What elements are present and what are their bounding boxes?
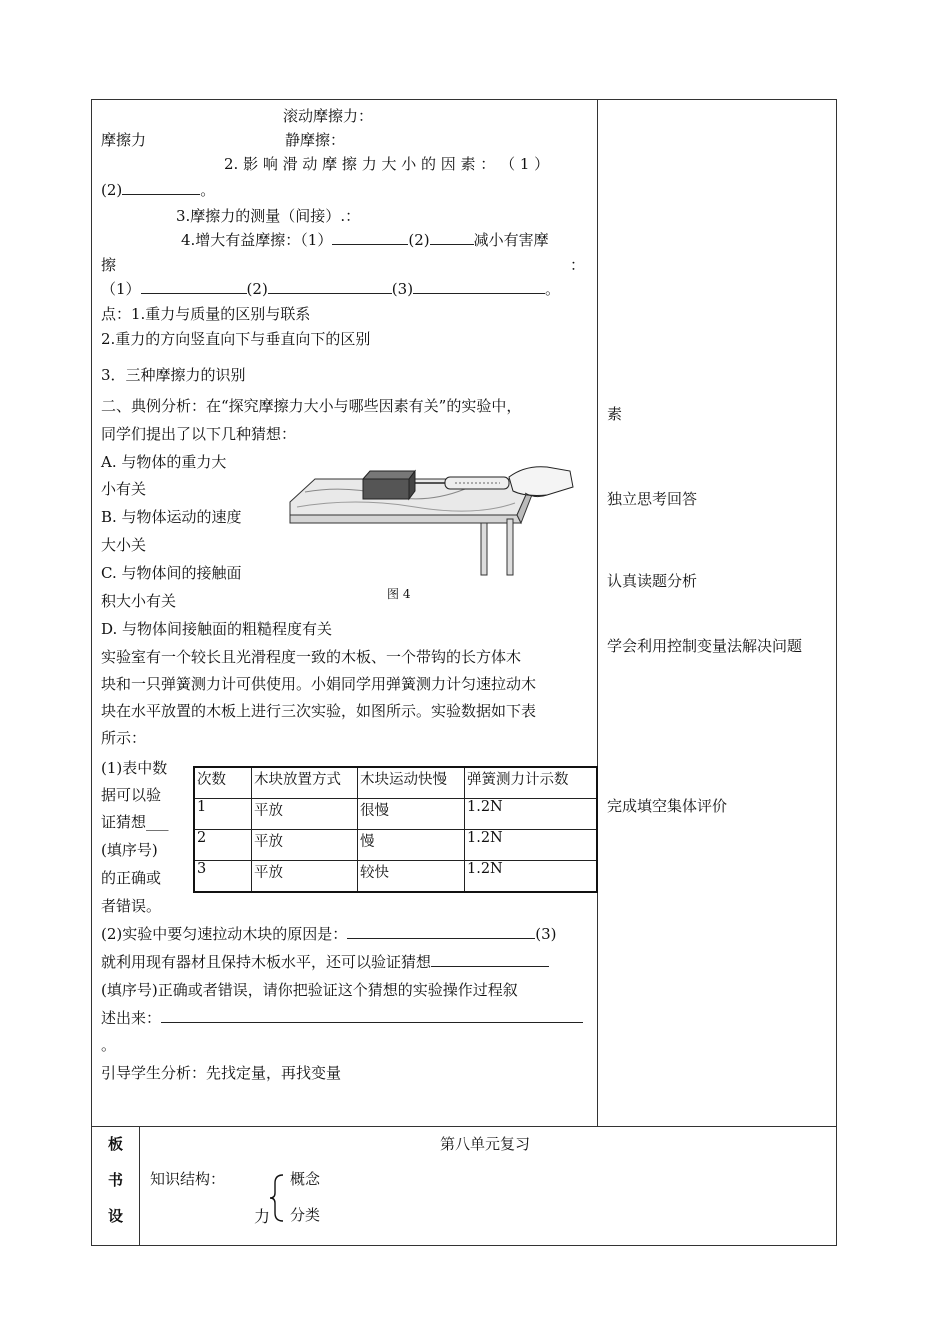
table-cell: 2 [194, 830, 252, 861]
board-label-1: 板 [108, 1135, 124, 1153]
ca-char: 擦 [101, 256, 117, 274]
question-1-line-2: 据可以验 [101, 786, 162, 804]
point-1: 点：1.重力与质量的区别与联系 [101, 305, 311, 323]
example-line-1: 二、典例分析：在“探究摩擦力大小与哪些因素有关”的实验中， [101, 397, 522, 415]
board-label-divider [139, 1126, 140, 1245]
board-label-3: 设 [108, 1207, 124, 1225]
note-read: 认真读题分析 [607, 572, 698, 590]
reduce-blank-2 [268, 279, 392, 294]
table-row [194, 799, 597, 830]
reduce-blank-3 [413, 279, 545, 294]
question-3-line-1 [101, 951, 549, 972]
question-2-suffix: (3) [535, 925, 557, 943]
table-row [194, 830, 597, 861]
table-cell: 平放 [252, 799, 358, 830]
table-cell: 1 [194, 799, 252, 830]
question-3-text-3: 述出来： [101, 1009, 162, 1027]
board-divider [91, 1126, 836, 1127]
guess-a-2: 小有关 [101, 480, 147, 498]
point-2: 2.重力的方向竖直向下与垂直向下的区别 [101, 330, 371, 348]
question-2-line [101, 923, 557, 944]
guess-a-1: A. 与物体的重力大 [101, 453, 227, 471]
table-row [194, 861, 597, 893]
category-label: 分类 [290, 1206, 321, 1224]
factors-line-1: 2. 影 响 滑 动 摩 擦 力 大 小 的 因 素 ： （ 1 ） [224, 155, 550, 173]
guess-b-1: B. 与物体运动的速度 [101, 508, 242, 526]
column-divider-right [597, 99, 598, 1126]
reduce-2: (2) [246, 280, 268, 298]
question-3-blank-1 [431, 952, 549, 967]
note-control: 学会利用控制变量法解决问题 [607, 637, 803, 655]
question-1-line-5: 的正确或 [101, 869, 162, 887]
table-cell: 1.2N [465, 861, 598, 893]
note-think: 独立思考回答 [607, 490, 698, 508]
rolling-friction-label: 滚动摩擦力： [283, 107, 374, 125]
increase-mid: (2) [408, 231, 430, 249]
factors-prefix: (2) [101, 181, 123, 199]
table-header-cell: 木块放置方式 [252, 767, 358, 799]
note-complete: 完成填空集体评价 [607, 797, 728, 815]
question-3-line-3 [101, 1007, 583, 1028]
table-cell: 1.2N [465, 830, 598, 861]
guess-c-2: 积大小有关 [101, 592, 177, 610]
question-1-line-1: (1)表中数 [101, 759, 168, 777]
increase-suffix: 减小有害摩 [473, 231, 549, 249]
table-header-row [194, 767, 597, 799]
lab-line-2: 块和一只弹簧测力计可供使用。小娟同学用弹簧测力计匀速拉动木 [101, 675, 537, 693]
table-header-cell: 木块运动快慢 [358, 767, 465, 799]
increase-line [181, 229, 549, 250]
knowledge-structure-label: 知识结构： [150, 1170, 226, 1188]
static-friction-label: 静摩擦： [285, 131, 346, 149]
lab-line-3: 块在水平放置的木板上进行三次实验，如图所示。实验数据如下表 [101, 702, 537, 720]
reduce-1: （1） [101, 280, 141, 298]
question-3-end: 。 [101, 1036, 117, 1054]
reduce-end: 。 [545, 280, 561, 298]
table-cell: 慢 [358, 830, 465, 861]
table-cell: 1.2N [465, 799, 598, 830]
measure-line: 3.摩擦力的测量（间接）.： [176, 207, 361, 225]
increase-blank-2 [430, 230, 474, 245]
force-label: 力 [254, 1207, 271, 1226]
friction-label: 摩擦力 [101, 131, 147, 149]
experiment-table [193, 766, 598, 893]
factors-suffix: 。 [200, 181, 216, 199]
guess-b-2: 大小关 [101, 536, 147, 554]
table-cell: 平放 [252, 830, 358, 861]
question-2-blank [347, 924, 535, 939]
figure-caption: 图 4 [387, 587, 411, 601]
ca-colon: ： [570, 256, 586, 274]
table-header-cell: 弹簧测力计示数 [465, 767, 598, 799]
question-2-prefix: (2)实验中要匀速拉动木块的原因是： [101, 925, 348, 943]
board-title: 第八单元复习 [440, 1135, 531, 1153]
lab-line-1: 实验室有一个较长且光滑程度一致的木板、一个带钩的长方体木 [101, 648, 522, 666]
table-cell: 较快 [358, 861, 465, 893]
table-cell: 平放 [252, 861, 358, 893]
question-1-line-6: 者错误。 [101, 897, 162, 915]
table-cell: 很慢 [358, 799, 465, 830]
guide-line: 引导学生分析：先找定量，再找变量 [101, 1064, 342, 1082]
increase-prefix: 4.增大有益摩擦：（1） [181, 231, 333, 249]
guess-d: D. 与物体间接触面的粗糙程度有关 [101, 620, 333, 638]
reduce-blank-1 [141, 279, 247, 294]
question-3-blank-2 [161, 1008, 583, 1023]
example-line-2: 同学们提出了以下几种猜想： [101, 425, 297, 443]
factors-blank [122, 180, 200, 195]
board-label-2: 书 [108, 1171, 124, 1189]
table-header-cell: 次数 [194, 767, 252, 799]
curly-brace-icon [269, 1173, 287, 1223]
table-cell: 3 [194, 861, 252, 893]
increase-blank-1 [332, 230, 408, 245]
factors-line-2 [101, 179, 215, 200]
concept-label: 概念 [290, 1170, 321, 1188]
question-3-text-1: 就利用现有器材且保持木板水平，还可以验证猜想 [101, 953, 432, 971]
experiment-figure [285, 457, 585, 582]
reduce-line [101, 278, 560, 299]
point-3: 3．三种摩擦力的识别 [101, 366, 246, 384]
guess-c-1: C. 与物体间的接触面 [101, 564, 242, 582]
reduce-3: (3) [391, 280, 414, 298]
question-1-line-4: (填序号) [101, 841, 158, 859]
lab-line-4: 所示： [101, 729, 147, 747]
note-su: 素 [607, 405, 623, 423]
question-3-line-2: (填序号)正确或者错误，请你把验证这个猜想的实验操作过程叙 [101, 981, 518, 999]
question-1-line-3: 证猜想___ [101, 813, 169, 831]
